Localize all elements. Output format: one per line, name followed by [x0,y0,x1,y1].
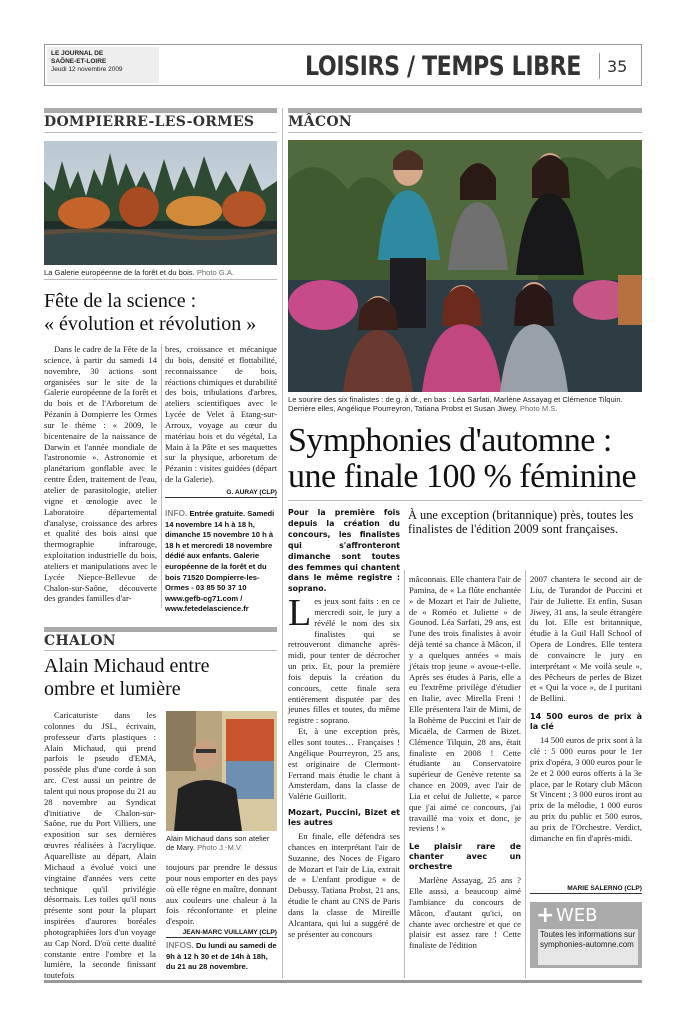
subheading: Le plaisir rare de chanter avec un orchestre [409,842,521,872]
article-headline: Fête de la science : « évolution et révolution » [44,290,257,335]
subheading: 14 500 euros de prix à la clé [530,712,642,732]
article-text-col1: Caricaturiste dans les colonnes du JSL, écrivain, professeur d'arts plastiques : Alain Michaud, qui prend parfois le pseudo d'EMA, possède plus d'une corde à son arc. C'est aussi un peintre de talent qui nous propose du 21 au 28 novembre au Syndicat d'initiative de Chalon-sur-Saône, rue du Port Villiers, une exposition sur ses dernières œuvres réalisées à l'acrylique. Aquarelliste au départ, Alain Michaud a évolué voici une vingtaine d'années vers cette technique qu'il privilégie désormais. Les toiles qu'il nous présente sont pour la plupart inspirées d'aurores boréales photographiées lors d'un voyage au Cap Nord. D'où cette dualité constante entre l'ombre et la lumière, la seconde finissant toutefois [44,710,156,981]
forest-photo [44,141,277,265]
photo-caption: Le sourire des six finalistes : de g. à dr., en bas : Léa Sarfati, Marlène Assayag et Clémence Tilquin. Derrière elles, Angélique Pourreyron, Tatiana Probst et Susan Jiwey. Photo M.S. [288,395,623,413]
issue-date: Jeudi 12 novembre 2009 [51,66,123,73]
town-heading-dompierre: DOMPIERRE-LES-ORMES [44,114,255,130]
divider [44,279,277,280]
web-label: WEB [556,905,598,926]
subheading: Mozart, Puccini, Bizet et les autres [288,808,400,828]
author-signature: G. AURAY (CLP) [165,489,277,498]
divider [44,650,277,651]
section-bar [288,108,642,113]
column-rule [404,570,405,978]
author-signature: MARIE SALERNO (CLP) [530,885,642,894]
masthead [44,44,642,86]
town-heading-macon: MÂCON [288,114,352,130]
page-number: 35 [607,57,628,76]
town-heading-chalon: CHALON [44,633,116,649]
finalists-photo [288,140,642,392]
column-rule [525,570,526,978]
article-text-col1: Dans le cadre de la Fête de la science, à partir du samedi 14 novembre, 30 actions sont organisées sur le site de la Galerie européenne de la forêt et du bois et de l'Arboretum de Pézanin à Dompierre les Ormes sur le thème : « 2009, le bicentenaire de la naissance de Darwin et l'année mondiale de l'astronomie ». Astronomie et planétarium gonflable avec le centre Éden, traitement de l'eau, atelier de parasitologie, atelier vigne et œnologie avec le Laboratoire départemental d'analyse, croissance des arbres et qualité des bois ainsi que thermographie infrarouge, exploitation industrielle du bois, ateliers et manipulations avec le Lycée Niepce-Bellevue de Chalon-sur-Saône, découverte des grandes familles d'ar- [44,344,157,604]
article-headline: Symphonies d'automne : une finale 100 % féminine [288,422,637,495]
page-column-rule [282,108,283,978]
newspaper-logo [47,47,159,83]
author-signature: JEAN-MARC VUILLAMY (CLP) [166,929,277,938]
photo-caption: Alain Michaud dans son atelier de Mary. Photo J.-M.V. [166,834,270,852]
divider [288,132,642,133]
bottom-rule [44,980,642,983]
article-headline: Alain Michaud entre ombre et lumière [44,655,210,700]
paper-name-line1: LE JOURNAL DE [51,50,104,57]
divider [288,500,642,501]
info-box: INFO. Entrée gratuite. Samedi 14 novembre 14 h à 18 h, dimanche 15 novembre 10 h à 18 h et mercredi 18 novembre dédié aux enfants. Galerie européenne de la forêt et du bois 71520 Dompierre-les-Ormes - 03 85 50 37 10 www.gefb-cg71.com / www.fetedelascience.fr [165,508,275,614]
plus-icon: + [536,903,555,928]
web-link-text[interactable]: Toutes les informations sur symphonies-automne.com [538,929,638,965]
photo-caption: La Galerie européenne de la forêt et du bois. Photo G.A. [44,268,234,277]
artist-photo [166,711,277,831]
article-text-col3: 2007 chantera le second air de Liu, de Turandot de Puccini et l'air de Juliette. Et enfin, Susan Jiwey, 31 ans, la seule étrangère du lot. Elle est britannique, étudie à la Guil Hall School of Opera de Londres. Elle tentera de convaincre le jury en interprétant « Me voilà seule », des Pêcheurs de perles de Bizet et « Qui la voce », de I puritani de Bellini. 14 500 euros de prix à la clé 14 500 euros de prix sont à la clé : 5 000 euros pour le 1er prix d'opéra, 3 000 euros pour le 2e et 2 000 euros offerts à la 3e place, par le Rotary club Mâcon St Vincent ; 3 000 euros iront au prix de la mélodie, 1 000 euros au prix du public et 500 euros, au prix de l'Orchestre. Verdict, dimanche en fin d'après-midi. [530,574,642,843]
paper-name-line2: SAÔNE-ET-LOIRE [51,58,107,65]
web-box[interactable] [530,902,642,968]
article-text-col2: bres, croissance et mécanique du bois, densité et flottabilité, reconnaissance de bois, réactions chimiques et durabilité des bois, tribulations d'arbres, ateliers scientifiques avec le Lycée de Velet à Etang-sur-Arroux, voyage au cœur du matériau bois et du végétal, La Main à la Pâte et ses maquettes sur la physique, arboretum de Pézanin : visites guidées (départ de la Galerie). [165,344,277,485]
divider [44,132,277,133]
article-text-col1: Les jeux sont faits : en ce mercredi soir, le jury a révélé le nom des six finalistes qui se retrouveront dimanche après-midi, pour tenter de décrocher un prix. Et, pour la première fois depuis la création du concours, cette finale sera entièrement disputée par des jeunes filles et toutes, du même registre : soprano. Et, à une exception près, elles sont toutes… Françaises ! Angélique Pourreyron, 25 ans, est originaire de Clermont-Ferrand mais étudie le chant à Amsterdam, dans la classe de Valérie Guillorit. Mozart, Puccini, Bizet et les autres En finale, elle défendra ses chances en interprétant l'air de Suzanne, des Noces de Figaro de Mozart et l'air de Lia, extrait de « L'enfant prodigue » de Debussy. Tatiana Probst, 21 ans, étudie le chant au CNS de Paris dans la classe de Mireille Alcantara, qui lui a suggéré de se présenter au concours [288,592,400,939]
drop-cap: L [288,592,312,634]
section-bar [44,627,277,632]
column-rule [161,344,162,608]
article-text-col2: toujours par prendre le dessus pour nous emporter en des pays où elle règne en maître, donnant aux couleurs une chaleur à la fois réconfortante et pleine d'espoir. [166,862,277,927]
article-lead: À une exception (britannique) près, toutes les finalistes de l'édition 2009 sont françaises. [408,508,634,536]
article-text-col2: mâconnais. Elle chantera l'air de Pamina, de « La flûte enchantée » de Mozart et l'air de Juliette, de « Roméo et Juliette » de Gounod. Léa Sarfati, 29 ans, est l'une des trois finalistes à avoir déjà tenté sa chance à Mâcon, il y a quelques années « mais j'étais trop jeune » avoue-t-elle. Après ses études à Paris, elle a eu l'extrême privilège d'étudier en Italie, avec Mirella Freni ! Elle présentera l'air de Mimi, de la Bohème de Puccini et l'air de Micaëla, de Carmen de Bizet. Clémence Tilquin, 28 ans, était finaliste en 2008 ! Cette étudiante au Conservatoire supérieur de Genève retente sa chance en 2009, avec l'air de Lia et celui de Juliette, « parce que j'ai aimé ce concours, j'ai travaillé ma voix et donc, je reviens ! » Le plaisir rare de chanter avec un orchestre Marlène Assayag, 25 ans ? Elle aussi, a beaucoup aimé l'ambiance du concours de Mâcon, d'autant qu'ici, on chante avec orchestre et que ce plaisir est assez rare ! Cette finaliste de l'édition [409,574,521,951]
masthead-divider [599,53,600,79]
section-bar [44,108,277,113]
article-chapo: Pour la première fois depuis la création du concours, les finalistes qui s'affronteront dimanche sont toutes des femmes qui chantent dans le même registre : soprano. [288,508,400,594]
section-title: LOISIRS / TEMPS LIBRE [305,51,581,82]
info-box: INFOS. Du lundi au samedi de 9h à 12 h 30 et de 14h à 18h, du 21 au 28 novembre. [166,940,277,972]
